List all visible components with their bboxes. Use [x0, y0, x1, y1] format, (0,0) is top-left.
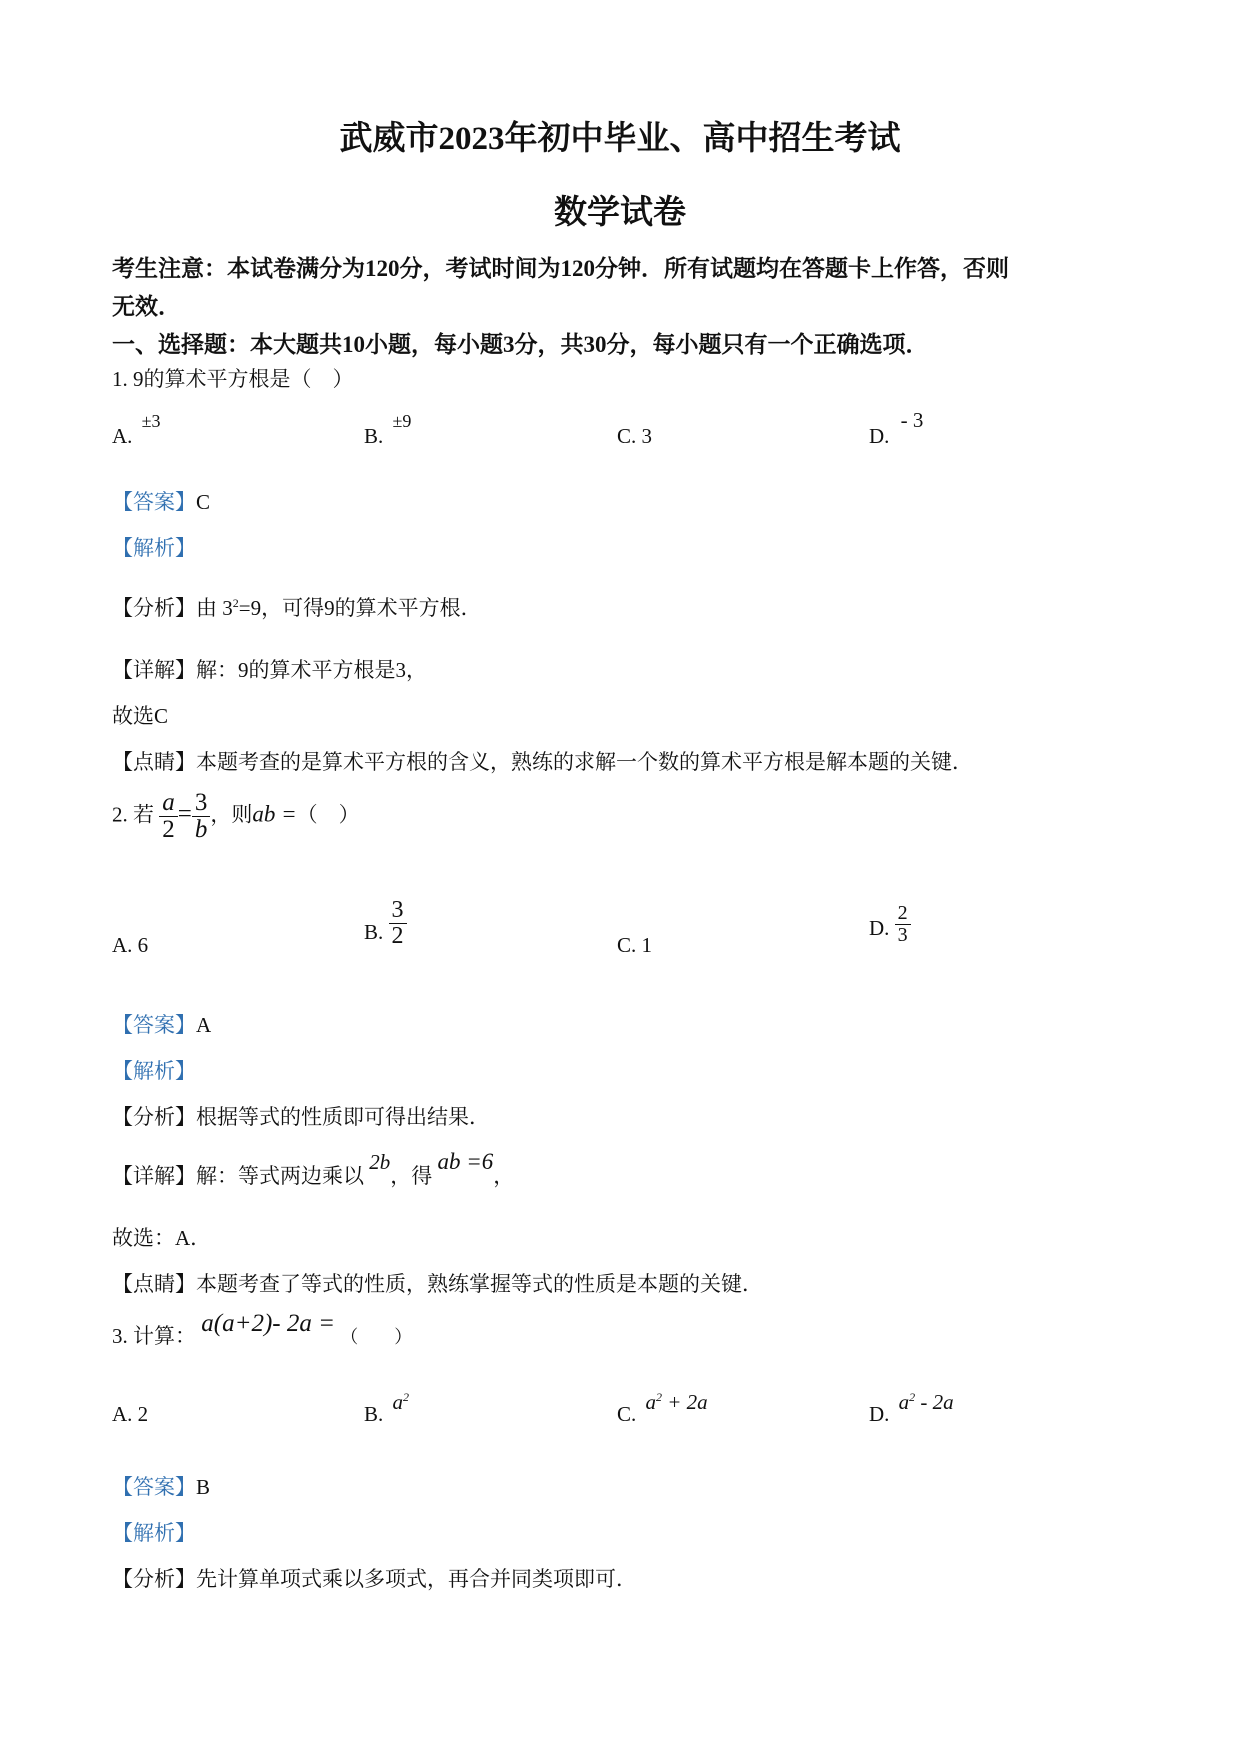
q1-detail-text: 解：9的算术平方根是3，: [196, 658, 427, 682]
q2-stem-math: ab =: [252, 801, 297, 827]
q3-stem-post: （ ）: [340, 1327, 413, 1347]
q2-frac-left-num: a: [159, 790, 178, 817]
q3-stem-math: a(a+2)- 2a =: [201, 1310, 335, 1337]
exam-title: 武威市2023年初中毕业、高中招生考试: [339, 121, 901, 157]
q3-option-d-base: a: [898, 1390, 910, 1414]
q1-comment-text: 本题考查的是算术平方根的含义，熟练的求解一个数的算术平方根是解本题的关键．: [196, 750, 973, 774]
q2-option-b-label: B.: [364, 919, 384, 944]
q2-stem-pre: 2. 若: [112, 802, 154, 827]
q2-explain-label: 【解析】: [112, 1059, 196, 1083]
q1-option-c: C. 3: [617, 424, 653, 448]
q1-analysis-base: 3: [222, 596, 233, 620]
q3-stem: [112, 1310, 413, 1350]
q3-option-b: [364, 1390, 410, 1427]
q3-option-d-label: D.: [869, 1402, 890, 1426]
q1-analysis: [112, 592, 482, 622]
q2-option-d: [869, 903, 911, 946]
detail-label: 【详解】: [112, 658, 196, 682]
q3-answer: [112, 1471, 210, 1501]
q3-option-b-exp: 2: [403, 1390, 410, 1404]
q2-comment: [112, 1268, 763, 1298]
q3-explain-label: 【解析】: [112, 1521, 196, 1545]
q3-option-d-math: [899, 1390, 954, 1414]
q3-option-a: A. 2: [112, 1402, 149, 1426]
q3-option-d: [869, 1390, 954, 1427]
q2-equals: =: [177, 800, 192, 828]
q2-frac-left-den: 2: [162, 816, 175, 844]
q3-answer-value: B: [196, 1475, 211, 1499]
q3-option-d-exp: 2: [909, 1390, 916, 1404]
q1-analysis-exp: 2: [232, 596, 239, 610]
q2-detail-math-2: ab =6: [437, 1149, 494, 1174]
comment-label: 【点睛】: [112, 1272, 196, 1296]
q3-option-c-rest: + 2a: [662, 1390, 708, 1414]
q1-analysis-eq: =9: [238, 596, 262, 620]
q2-detail-mid: ，得: [390, 1164, 433, 1188]
q3-analysis-text: 先计算单项式乘以多项式，再合并同类项即可．: [196, 1567, 637, 1591]
q2-stem-mid: ，则: [210, 802, 253, 827]
q1-option-a: [112, 411, 161, 449]
q3-stem-pre: 3. 计算：: [112, 1324, 196, 1348]
q1-option-d: [869, 408, 924, 449]
q1-stem: 1. 9的算术平方根是（ ）: [112, 367, 354, 391]
q2-answer-value: A: [196, 1013, 212, 1037]
q1-option-a-label: A.: [112, 424, 133, 448]
q2-answer: [112, 1009, 211, 1039]
q1-answer-value: C: [196, 490, 211, 514]
q2-option-b-den: 2: [391, 923, 404, 950]
q2-comment-text: 本题考查了等式的性质，熟练掌握等式的性质是本题的关键．: [196, 1272, 763, 1296]
q1-analysis-pre: 由: [196, 596, 217, 620]
answer-label: 【答案】: [112, 490, 196, 514]
q2-stem: [112, 790, 360, 844]
q2-option-d-den: 3: [897, 924, 908, 946]
answer-label: 【答案】: [112, 1013, 196, 1037]
q2-frac-right-num: 3: [192, 790, 211, 817]
q2-option-b: [364, 898, 407, 949]
q2-stem-post: （ ）: [296, 802, 360, 827]
q3-option-c-exp: 2: [656, 1390, 663, 1404]
analysis-label: 【分析】: [112, 596, 196, 620]
q1-option-b-value: ±9: [392, 411, 412, 431]
q1-comment: [112, 746, 973, 776]
q1-option-b-label: B.: [364, 424, 384, 448]
q1-explain-label: 【解析】: [112, 536, 196, 560]
q2-frac-right: [192, 790, 211, 844]
notice-line-2: 无效．: [112, 294, 181, 319]
q1-answer: [112, 486, 210, 516]
q3-option-c-base: a: [645, 1390, 657, 1414]
q2-option-d-frac: [895, 903, 911, 946]
q2-option-b-frac: [389, 898, 407, 949]
analysis-label: 【分析】: [112, 1105, 196, 1129]
q2-option-b-num: 3: [389, 898, 407, 924]
q2-detail-post: ，: [493, 1164, 515, 1188]
q1-option-d-value: - 3: [900, 408, 924, 432]
exam-subtitle: 数学试卷: [554, 195, 686, 231]
q3-option-c: [617, 1390, 708, 1427]
q2-analysis: [112, 1101, 490, 1131]
q2-analysis-text: 根据等式的性质即可得出结果．: [196, 1105, 490, 1129]
q1-analysis-post: ，可得9的算术平方根．: [261, 596, 482, 620]
q2-option-d-num: 2: [895, 903, 911, 925]
q3-option-c-math: [646, 1390, 708, 1414]
q2-detail: [112, 1149, 515, 1190]
q2-frac-left: [159, 790, 178, 844]
q1-option-a-value: ±3: [141, 411, 161, 431]
q1-option-b: [364, 411, 412, 449]
q1-analysis-math: [222, 596, 261, 620]
q2-choose: 故选：A．: [112, 1226, 212, 1250]
notice-line-1: 考生注意：本试卷满分为120分，考试时间为120分钟．所有试题均在答题卡上作答，否则: [112, 256, 1009, 281]
q2-option-c: C. 1: [617, 933, 653, 957]
q1-choose: 故选C: [112, 704, 169, 728]
q2-detail-pre: 解：等式两边乘以: [196, 1164, 364, 1188]
q3-option-b-math: [393, 1390, 410, 1414]
comment-label: 【点睛】: [112, 750, 196, 774]
q1-option-d-label: D.: [869, 424, 890, 448]
analysis-label: 【分析】: [112, 1567, 196, 1591]
q1-detail: [112, 654, 427, 684]
q3-option-d-rest: - 2a: [915, 1390, 954, 1414]
q3-option-b-base: a: [392, 1390, 404, 1414]
q3-analysis: [112, 1563, 637, 1593]
q3-option-c-label: C.: [617, 1402, 637, 1426]
q2-option-a: A. 6: [112, 933, 149, 957]
answer-label: 【答案】: [112, 1475, 196, 1499]
q2-frac-right-den: b: [194, 816, 208, 844]
q3-option-b-label: B.: [364, 1402, 384, 1426]
q2-option-d-label: D.: [869, 916, 890, 941]
detail-label: 【详解】: [112, 1164, 196, 1188]
section-heading: 一、选择题：本大题共10小题，每小题3分，共30分，每小题只有一个正确选项．: [112, 332, 929, 357]
q2-detail-math-1: 2b: [369, 1150, 391, 1174]
